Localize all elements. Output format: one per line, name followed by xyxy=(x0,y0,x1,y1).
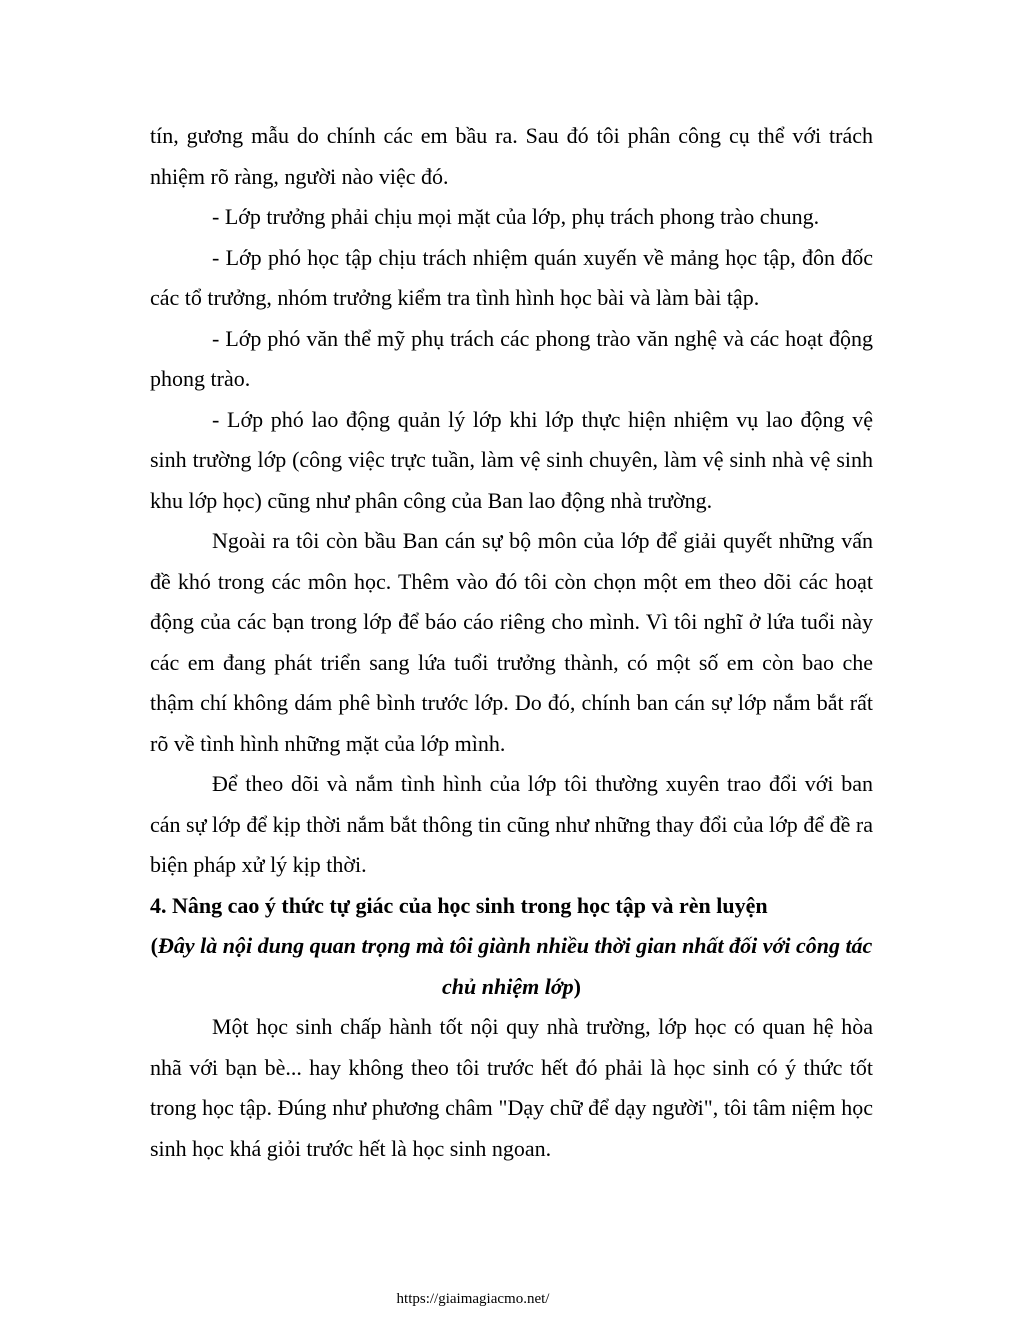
paragraph-closing: Một học sinh chấp hành tốt nội quy nhà trường, lớp học có quan hệ hòa nhã với bạn bè... hay không theo tôi trước hết đó phải là học sinh có ý thức tốt trong học tập. Đúng như phương châm "Dạy chữ để dạy người", tôi tâm niệm học sinh học khá giỏi trước hết là học sinh ngoan. xyxy=(150,1014,873,1161)
paragraph-monitoring: Để theo dõi và nắm tình hình của lớp tôi thường xuyên trao đổi với ban cán sự lớp để kịp thời nắm bắt thông tin cũng như những thay đổi của lớp để đề ra biện pháp xử lý kịp thời. xyxy=(150,771,873,877)
paragraph-subject-committee: Ngoài ra tôi còn bầu Ban cán sự bộ môn của lớp để giải quyết những vấn đề khó trong các môn học. Thêm vào đó tôi còn chọn một em theo dõi các hoạt động của các bạn trong lớp để báo cáo riêng cho mình. Vì tôi nghĩ ở lứa tuổi này các em đang phát triển sang lứa tuổi trưởng thành, có một số em còn bao che thậm chí không dám phê bình trước lớp. Do đó, chính ban cán sự lớp nắm bắt rất rõ về tình hình những mặt của lớp mình. xyxy=(150,528,873,756)
paragraph-study-deputy: - Lớp phó học tập chịu trách nhiệm quán xuyến về mảng học tập, đôn đốc các tổ trưởng, nhóm trưởng kiểm tra tình hình học bài và làm bài tập. xyxy=(150,244,873,310)
paragraph-class-monitor: - Lớp trưởng phải chịu mọi mặt của lớp, phụ trách phong trào chung. xyxy=(212,204,820,229)
paragraph-intro: tín, gương mẫu do chính các em bầu ra. Sau đó tôi phân công cụ thể với trách nhiệm rõ ràng, người nào việc đó. xyxy=(150,123,873,189)
section-subheading xyxy=(150,926,873,1007)
section-heading: 4. Nâng cao ý thức tự giác của học sinh trong học tập và rèn luyện xyxy=(150,892,768,918)
subheading-open-paren: ( xyxy=(150,933,158,958)
subheading-italic-text: Đây là nội dung quan trọng mà tôi giành nhiều thời gian nhất đối với công tác chủ nhiệm lớp xyxy=(157,933,873,999)
paragraph-labor-deputy: - Lớp phó lao động quản lý lớp khi lớp thực hiện nhiệm vụ lao động vệ sinh trường lớp (công việc trực tuần, làm vệ sinh chuyên, làm vệ sinh nhà vệ sinh khu lớp học) cũng như phân công của Ban lao động nhà trường. xyxy=(150,406,873,513)
document-body xyxy=(150,116,873,1169)
subheading-close-paren: ) xyxy=(573,973,581,999)
footer-url[interactable]: https://giaimagiacmo.net/ xyxy=(396,1291,550,1307)
paragraph-arts-deputy: - Lớp phó văn thể mỹ phụ trách các phong trào văn nghệ và các hoạt động phong trào. xyxy=(150,325,873,391)
